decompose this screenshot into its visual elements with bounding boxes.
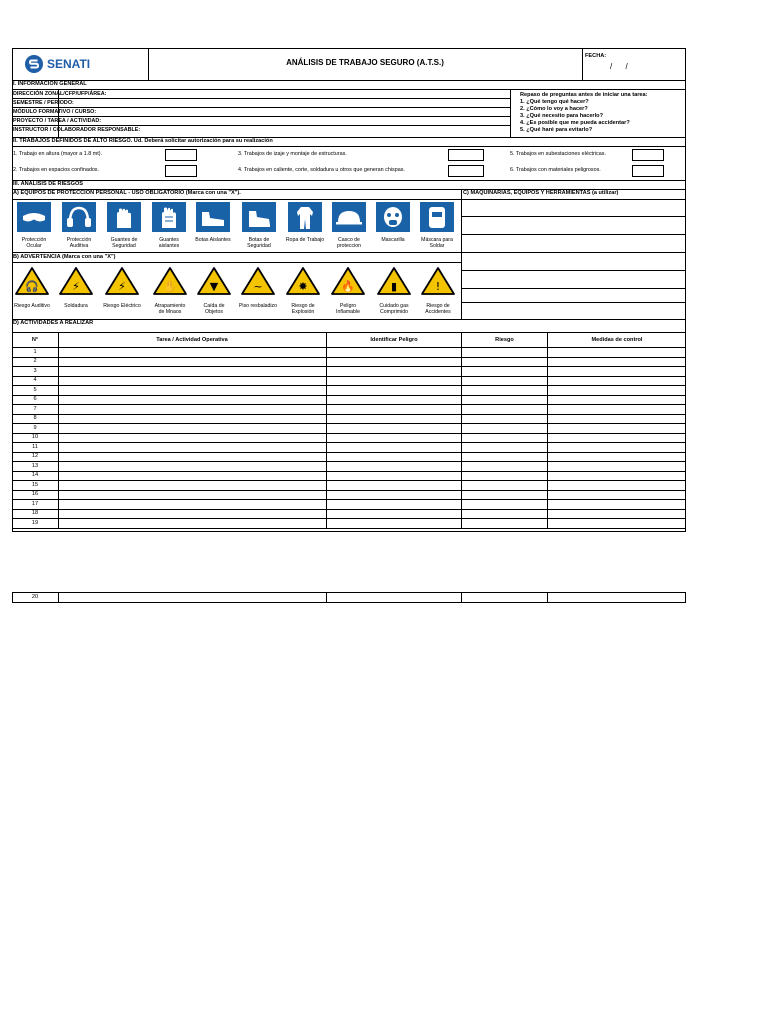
insulated-boots-icon[interactable] [196, 202, 230, 232]
review-question: 5. ¿Qué haré para evitarlo? [520, 127, 593, 133]
goggles-icon[interactable] [17, 202, 51, 232]
col-header-risk: Riesgo [495, 337, 514, 343]
ppe-label: Mascarilla [381, 237, 405, 243]
warning-label: Caída de Objetos [203, 303, 225, 315]
high-risk-checkbox-3[interactable] [448, 149, 484, 161]
warning-label: Atrapamiento de Mnaos [154, 303, 186, 315]
row-number: 19 [31, 519, 39, 526]
review-question: 1. ¿Qué tengo qué hacer? [520, 99, 589, 105]
svg-text:▮: ▮ [390, 280, 398, 293]
section3-title: III. ANÁLISIS DE RIESGOS [13, 181, 84, 187]
field-semestre: SEMESTRE / PERIODO: [13, 100, 74, 106]
explosion-warning-icon[interactable] [285, 266, 321, 296]
row-number: 12 [31, 453, 39, 459]
respirator-icon[interactable] [376, 202, 410, 232]
high-risk-item-4: 4. Trabajos en caliente, corte, soldadura u otros que generan chispas. [238, 167, 405, 173]
table-row[interactable] [12, 490, 686, 491]
row-number: 3 [33, 367, 37, 374]
row-number: 4 [33, 377, 37, 383]
table-row[interactable] [12, 433, 686, 434]
ppe-label: Máscara para Soldar [421, 237, 453, 249]
ppe-label: Protección Ocular [21, 237, 47, 249]
table-row[interactable] [12, 592, 686, 603]
section1-title: I. INFORMACIÓN GENERAL [13, 81, 87, 87]
row-number: 13 [31, 462, 39, 469]
table-row[interactable] [12, 404, 686, 405]
high-risk-checkbox-4[interactable] [448, 165, 484, 177]
ppe-label: Guantes de Seguridad [110, 237, 138, 249]
row-number: 11 [32, 443, 38, 450]
welding-warning-icon[interactable] [58, 266, 94, 296]
high-risk-checkbox-5[interactable] [632, 149, 664, 161]
machinery-title: C) MAQUINARIAS, EQUIPOS Y HERRAMIENTAS (a utilizar) [463, 190, 619, 196]
high-risk-item-6: 6. Trabajos con materiales peligrosos. [510, 167, 601, 173]
row-number: 15 [31, 481, 39, 488]
table-row[interactable] [12, 442, 686, 443]
row-number: 7 [33, 405, 37, 412]
col-header-task: Tarea / Actividad Operativa [156, 337, 228, 343]
ppe-label: Botas de Seguridad [247, 237, 271, 249]
work-clothes-icon[interactable] [288, 202, 322, 232]
row-number: 5 [33, 386, 37, 393]
header-divider [582, 48, 583, 80]
row-number: 6 [33, 396, 37, 402]
warning-title: B) ADVERTENCIA (Marca con una "X") [13, 254, 116, 260]
ear-protection-icon[interactable] [62, 202, 96, 232]
logo-text: SENATI [47, 57, 91, 71]
high-risk-item-3: 3. Trabajos de izaje y montaje de estructuras. [238, 151, 347, 157]
table-row[interactable] [12, 452, 686, 453]
table-row[interactable] [12, 499, 686, 500]
table-row[interactable] [12, 518, 686, 519]
gloves-icon[interactable] [107, 202, 141, 232]
section2-title: II. TRABAJOS DEFINIDOS DE ALTO RIESGO. Ud. Deberá solicitar autorización para su realización [13, 138, 273, 144]
high-risk-checkbox-1[interactable] [165, 149, 197, 161]
hand-crush-warning-icon[interactable] [152, 266, 188, 296]
high-risk-item-1: 1. Trabajo en altura (mayor a 1.8 mt). [13, 151, 102, 157]
date-value[interactable]: / / [610, 62, 628, 71]
table-row[interactable] [12, 357, 686, 358]
table-row[interactable] [12, 480, 686, 481]
table-row[interactable] [12, 385, 686, 386]
row-number: 20 [31, 594, 39, 600]
high-risk-item-2: 2. Trabajos en espacios confinados. [13, 167, 100, 173]
warning-label: Riesgo Eléctrico [103, 303, 141, 309]
senati-logo [24, 53, 144, 75]
table-row[interactable] [12, 423, 686, 424]
senati-logo-icon [24, 54, 44, 74]
welding-mask-icon[interactable] [420, 202, 454, 232]
row-number: 17 [31, 500, 39, 507]
col-header-number: N° [31, 337, 39, 343]
row-number: 16 [31, 491, 39, 497]
field-instructor: INSTRUCTOR / COLABORADOR RESPONSABLE: [13, 127, 141, 133]
form-title: ANÁLISIS DE TRABAJO SEGURO (A.T.S.) [286, 58, 444, 67]
insulated-gloves-icon[interactable] [152, 202, 186, 232]
warning-label: Cuidado gas Comprimido [379, 303, 409, 315]
general-warning-icon[interactable] [420, 266, 456, 296]
compressed-gas-warning-icon[interactable] [376, 266, 412, 296]
svg-text:✋: ✋ [163, 280, 177, 293]
ppe-label: Ropa de Trabajo [285, 237, 325, 243]
ppe-label: Casco de proteccion [337, 237, 361, 249]
safety-boots-icon[interactable] [242, 202, 276, 232]
svg-text:!: ! [435, 280, 441, 293]
table-row[interactable] [12, 366, 686, 367]
svg-text:⚡: ⚡ [72, 280, 80, 293]
field-proyecto: PROYECTO / TAREA / ACTIVIDAD: [13, 118, 102, 124]
svg-text:✸: ✸ [298, 280, 308, 293]
high-risk-checkbox-6[interactable] [632, 165, 664, 177]
svg-text:⚡: ⚡ [118, 280, 126, 293]
row-number: 2 [33, 358, 37, 364]
ppe-label: Guantes aislantes [158, 237, 180, 249]
ppe-title: A) EQUIPOS DE PROTECCIÓN PERSONAL - USO OBLIGATORIO (Marca con una "X"). [13, 190, 241, 196]
high-risk-checkbox-2[interactable] [165, 165, 197, 177]
warning-label: Riesgo de Accidentes [425, 303, 451, 315]
review-question: 2. ¿Cómo lo voy a hacer? [520, 106, 588, 112]
table-row[interactable] [12, 471, 686, 472]
date-label: FECHA: [585, 53, 607, 59]
row-number: 9 [33, 424, 37, 431]
table-row[interactable] [12, 395, 686, 396]
falling-objects-warning-icon[interactable] [196, 266, 232, 296]
electric-warning-icon[interactable] [104, 266, 140, 296]
header-bottom-line [12, 80, 686, 81]
col-header-hazard: Identificar Peligro [370, 337, 418, 343]
row-number: 18 [31, 510, 39, 516]
svg-text:~: ~ [253, 280, 263, 293]
warning-label: Peligro Inflamable [336, 303, 360, 315]
review-title: Repaso de preguntas antes de iniciar una tarea: [520, 92, 648, 98]
row-number: 1 [33, 348, 37, 355]
ppe-label: Botas Aislantes [195, 237, 231, 243]
warning-label: Soldadura [64, 303, 88, 309]
high-risk-item-5: 5. Trabajos en subestaciones eléctricas. [510, 151, 606, 157]
row-number: 10 [31, 434, 39, 440]
slippery-floor-warning-icon[interactable] [240, 266, 276, 296]
svg-text:▼: ▼ [209, 280, 219, 293]
ppe-label: Protección Auditiva [66, 237, 92, 249]
col-header-control: Medidas de control [591, 337, 643, 343]
review-question: 3. ¿Qué necesito para hacerlo? [520, 113, 604, 119]
table-row[interactable] [12, 376, 686, 377]
warning-label: Riesgo de Explosión [291, 303, 315, 315]
flammable-warning-icon[interactable] [330, 266, 366, 296]
svg-text:🎧: 🎧 [25, 280, 39, 293]
field-modulo: MÓDULO FORMATIVO / CURSO: [13, 109, 97, 115]
warning-label: Piso resbaladizo [238, 303, 278, 309]
helmet-icon[interactable] [332, 202, 366, 232]
field-direccion-zonal: DIRECCIÓN ZONAL/CFP/UFP/ÁREA: [13, 91, 107, 97]
row-number: 14 [31, 472, 39, 478]
section4-title: D) ACTIVIDADES A REALIZAR [13, 320, 94, 326]
svg-text:🔥: 🔥 [341, 280, 355, 293]
review-question: 4. ¿Es posible que me pueda accidentar? [520, 120, 630, 126]
row-number: 8 [33, 415, 37, 421]
warning-label: Riesgo Auditivo [14, 303, 50, 309]
noise-warning-icon[interactable] [14, 266, 50, 296]
table-row[interactable] [12, 414, 686, 415]
table-row[interactable] [12, 528, 686, 529]
table-row[interactable] [12, 509, 686, 510]
table-row[interactable] [12, 461, 686, 462]
